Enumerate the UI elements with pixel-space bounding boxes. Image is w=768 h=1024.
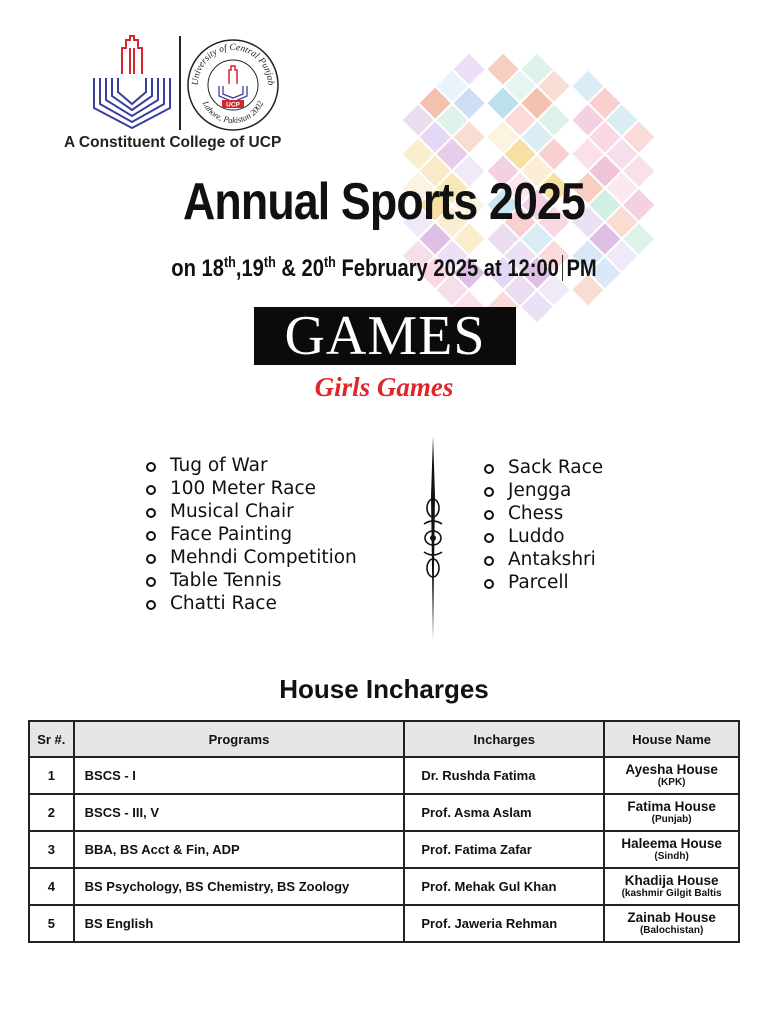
- cell-program: BSCS - I: [74, 757, 405, 794]
- bullet-icon: [146, 508, 156, 518]
- bullet-icon: [484, 533, 494, 543]
- cell-program: BS Psychology, BS Chemistry, BS Zoology: [74, 868, 405, 905]
- game-label: Tug of War: [170, 455, 268, 476]
- house-region: (Balochistan): [639, 924, 704, 936]
- game-label: Mehndi Competition: [170, 547, 357, 568]
- cell-incharge: Prof. Jaweria Rehman: [404, 905, 604, 942]
- game-label: Jengga: [508, 480, 572, 501]
- game-item: [484, 502, 603, 525]
- seal-arc-bottom: Lahore, Pakistan 2002: [200, 99, 266, 126]
- event-title: Annual Sports 2025: [182, 173, 586, 231]
- cell-sr: 2: [29, 794, 74, 831]
- games-list-right: [484, 456, 603, 594]
- house-region: (kashmir Gilgit Baltis: [621, 887, 722, 899]
- game-label: Luddo: [508, 526, 565, 547]
- bullet-icon: [146, 600, 156, 610]
- house-region: (KPK): [657, 776, 686, 788]
- bullet-icon: [146, 462, 156, 472]
- game-item: [146, 477, 357, 500]
- seal-arc-top: University of Central Punjab: [190, 42, 276, 86]
- time-separator: [562, 255, 563, 281]
- game-label: Chatti Race: [170, 593, 277, 614]
- cell-house: [604, 831, 739, 868]
- cell-sr: 3: [29, 831, 74, 868]
- game-label: Sack Race: [508, 457, 604, 478]
- college-logo-icon: [92, 34, 172, 130]
- bullet-icon: [146, 554, 156, 564]
- column-header-programs: Programs: [74, 721, 405, 757]
- game-item: [484, 571, 603, 594]
- house-name: Khadija House: [624, 872, 719, 888]
- game-item: [146, 592, 357, 615]
- cell-house: [604, 868, 739, 905]
- house-region: (Sindh): [654, 850, 689, 862]
- game-label: Table Tennis: [170, 570, 282, 591]
- game-item: [146, 523, 357, 546]
- cell-incharge: Prof. Asma Aslam: [404, 794, 604, 831]
- bullet-icon: [484, 556, 494, 566]
- table-row: [29, 868, 739, 905]
- cell-sr: 1: [29, 757, 74, 794]
- game-label: Face Painting: [170, 524, 293, 545]
- game-label: Musical Chair: [170, 501, 294, 522]
- table-row: [29, 905, 739, 942]
- game-item: [484, 456, 603, 479]
- bullet-icon: [146, 577, 156, 587]
- cell-house: [604, 794, 739, 831]
- cell-program: BS English: [74, 905, 405, 942]
- cell-house: [604, 905, 739, 942]
- bullet-icon: [484, 510, 494, 520]
- cell-incharge: Prof. Fatima Zafar: [404, 831, 604, 868]
- cell-incharge: Prof. Mehak Gul Khan: [404, 868, 604, 905]
- logo-divider: [179, 36, 181, 130]
- game-label: 100 Meter Race: [170, 478, 316, 499]
- house-name: Fatima House: [627, 798, 716, 814]
- cell-house: [604, 757, 739, 794]
- game-item: [484, 479, 603, 502]
- games-list-left: [146, 454, 357, 615]
- event-schedule: on 18th,19th & 20th February 2025 at 12:00 PM: [171, 254, 597, 282]
- house-incharges-table: [28, 720, 740, 943]
- bullet-icon: [146, 485, 156, 495]
- house-region: (Punjab): [651, 813, 692, 825]
- girls-games-subtitle: Girls Games: [314, 372, 454, 402]
- games-badge: GAMES: [254, 307, 516, 365]
- column-header-sr: Sr #.: [29, 721, 74, 757]
- game-item: [484, 548, 603, 571]
- seal-center-text: UCP: [226, 101, 240, 109]
- game-label: Parcell: [508, 572, 569, 593]
- cell-program: BBA, BS Acct & Fin, ADP: [74, 831, 405, 868]
- ucp-seal-icon: [186, 38, 280, 132]
- svg-text:University of Central Punjab: [191, 42, 275, 86]
- game-item: [146, 454, 357, 477]
- column-header-incharges: Incharges: [404, 721, 604, 757]
- bullet-icon: [484, 464, 494, 474]
- house-name: Haleema House: [621, 835, 722, 851]
- cell-program: BSCS - III, V: [74, 794, 405, 831]
- game-item: [484, 525, 603, 548]
- ornamental-divider: [418, 436, 448, 640]
- game-label: Chess: [508, 503, 564, 524]
- table-row: [29, 831, 739, 868]
- table-header-row: [29, 721, 739, 757]
- game-item: [146, 500, 357, 523]
- game-item: [146, 569, 357, 592]
- table-row: [29, 757, 739, 794]
- game-label: Antakshri: [508, 549, 596, 570]
- bullet-icon: [146, 531, 156, 541]
- cell-incharge: Dr. Rushda Fatima: [404, 757, 604, 794]
- house-incharges-title: House Incharges: [279, 674, 489, 704]
- table-row: [29, 794, 739, 831]
- house-name: Zainab House: [627, 909, 716, 925]
- game-item: [146, 546, 357, 569]
- college-affiliation: A Constituent College of UCP: [64, 134, 282, 151]
- bullet-icon: [484, 487, 494, 497]
- cell-sr: 4: [29, 868, 74, 905]
- column-header-house-name: House Name: [604, 721, 739, 757]
- cell-sr: 5: [29, 905, 74, 942]
- house-name: Ayesha House: [625, 761, 718, 777]
- bullet-icon: [484, 579, 494, 589]
